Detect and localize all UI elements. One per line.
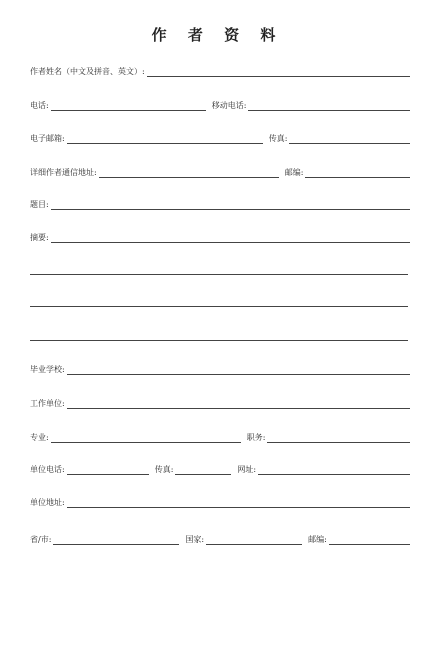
phone-field[interactable]	[51, 101, 206, 111]
website-field[interactable]	[258, 465, 410, 475]
form-title: 作 者 资 料	[151, 26, 284, 44]
address-field[interactable]	[99, 168, 279, 178]
author-name-row	[30, 63, 410, 77]
postcode2-field[interactable]	[329, 535, 410, 545]
topic-field[interactable]	[51, 200, 410, 210]
unit-phone-label: 单位电话:	[30, 465, 65, 474]
fax-label: 传真:	[268, 134, 288, 143]
major-row	[30, 429, 410, 443]
school-label: 毕业学校:	[30, 365, 65, 374]
mobile-field[interactable]	[248, 101, 410, 111]
work-unit-row	[30, 395, 410, 409]
province-label: 省/市:	[30, 535, 52, 544]
work-unit-label: 工作单位:	[30, 399, 65, 408]
unit-contact-row	[30, 461, 410, 475]
work-unit-field[interactable]	[67, 399, 410, 409]
author-name-field[interactable]	[147, 67, 410, 77]
website-label: 网址:	[237, 465, 257, 474]
country-field[interactable]	[206, 535, 302, 545]
topic-row	[30, 196, 410, 210]
unit-phone-field[interactable]	[67, 465, 149, 475]
abstract-row	[30, 229, 410, 243]
unit-fax-field[interactable]	[175, 465, 231, 475]
author-name-label: 作者姓名（中文及拼音、英文）:	[30, 67, 145, 76]
abstract-label: 摘要:	[30, 233, 49, 242]
mobile-label: 移动电话:	[211, 101, 247, 110]
fax-field[interactable]	[289, 134, 410, 144]
position-field[interactable]	[267, 433, 410, 443]
abstract-field[interactable]	[51, 233, 410, 243]
country-label: 国家:	[185, 535, 205, 544]
major-field[interactable]	[51, 433, 241, 443]
abstract-line-2[interactable]	[30, 274, 408, 275]
phone-row	[30, 97, 410, 111]
email-row	[30, 130, 410, 144]
address-row	[30, 164, 410, 178]
unit-address-field[interactable]	[67, 498, 410, 508]
location-row	[30, 531, 410, 545]
position-label: 职务:	[246, 433, 266, 442]
email-field[interactable]	[67, 134, 263, 144]
postcode-field[interactable]	[305, 168, 410, 178]
postcode-label: 邮编:	[284, 168, 304, 177]
unit-address-row	[30, 494, 410, 508]
major-label: 专业:	[30, 433, 49, 442]
abstract-line-3[interactable]	[30, 306, 408, 307]
school-row	[30, 361, 410, 375]
postcode2-label: 邮编:	[308, 535, 327, 544]
phone-label: 电话:	[30, 101, 49, 110]
unit-address-label: 单位地址:	[30, 498, 65, 507]
school-field[interactable]	[67, 365, 410, 375]
abstract-line-4[interactable]	[30, 340, 408, 341]
unit-fax-label: 传真:	[154, 465, 174, 474]
province-field[interactable]	[53, 535, 179, 545]
email-label: 电子邮箱:	[30, 134, 65, 143]
address-label: 详细作者通信地址:	[30, 168, 97, 177]
topic-label: 题目:	[30, 200, 49, 209]
